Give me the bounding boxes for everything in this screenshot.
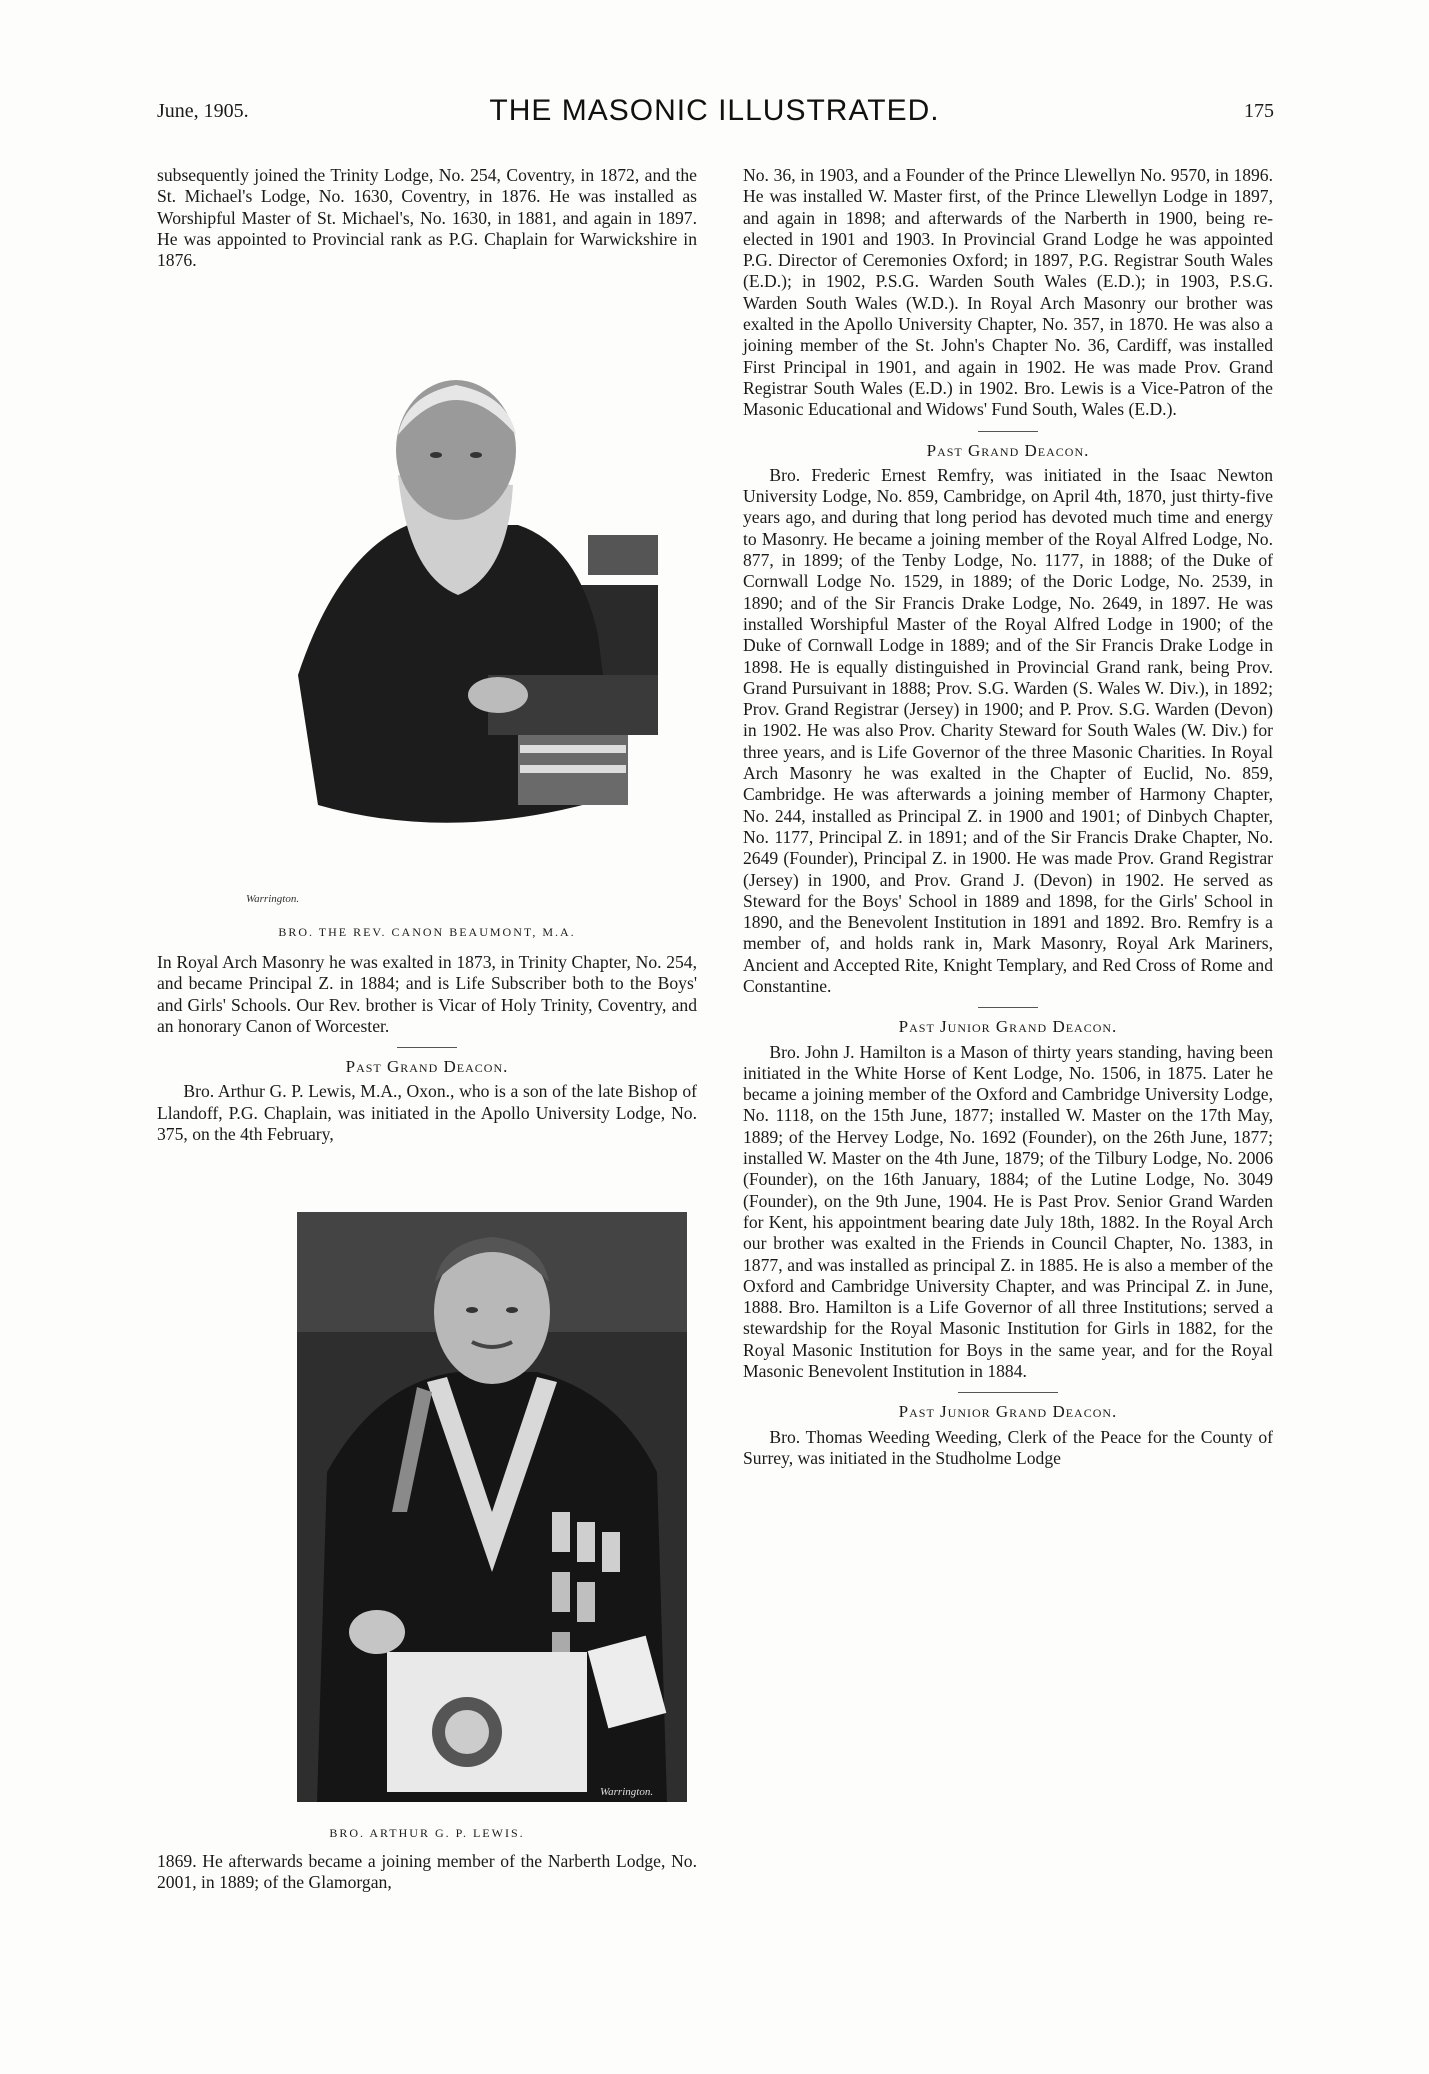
- section-rule: [978, 431, 1038, 432]
- right-column: [743, 165, 1273, 1469]
- right-paragraph-1: No. 36, in 1903, and a Founder of the Prince Llewellyn No. 9570, in 1896. He was installed W. Master first, of the Prince Llewellyn Lodge in 1897, and again in 1898; and afterwards of the Narberth in 1900, being re-elected in 1901 and 1903. In Provincial Grand Lodge he was appointed P.G. Director of Ceremonies Oxford; in 1897, P.G. Registrar South Wales (E.D.); in 1902, P.S.G. Warden South Wales (E.D.); in 1903, P.S.G. Warden South Wales (W.D.). In Royal Arch Masonry our brother was exalted in the Apollo University Chapter, No. 357, in 1870. He was also a joining member of the St. John's Chapter No. 36, Cardiff, was installed First Principal in 1901, and again in 1902. He was made Prov. Grand Registrar South Wales (E.D.) in 1902. Bro. Lewis is a Vice-Patron of the Masonic Educational and Widows' Fund South, Wales (E.D.).: [743, 165, 1273, 420]
- right-paragraph-4: Bro. Thomas Weeding Weeding, Clerk of the Peace for the County of Surrey, was initiated in the Studholme Lodge: [743, 1426, 1273, 1468]
- section-rule: [978, 1007, 1038, 1008]
- right-paragraph-3: Bro. John J. Hamilton is a Mason of thirty years standing, having been initiated in the White Horse of Kent Lodge, No. 1506, in 1875. Later he became a joining member of the Oxford and Cambridge University Lodge, No. 1118, on the 15th June, 1877; installed W. Master on the 17th May, 1889; of the Hervey Lodge, No. 1692 (Founder), on the 26th June, 1877; installed W. Master on the 4th June, 1879; of the Tilbury Lodge, No. 2006 (Founder), on the 16th January, 1884; of the Lutine Lodge, No. 3049 (Founder), on the 9th June, 1904. He is Past Prov. Senior Grand Warden for Kent, his appointment bearing date July 18th, 1882. In the Royal Arch our brother was exalted in the Friends in Council Chapter, No. 1383, in 1877, and was installed as principal Z. in 1885. He is also a member of the Oxford and Cambridge University Chapter, and was Principal Z. in June, 1888. Bro. Hamilton is a Life Governor of all three Institutions; served a stewardship for the Royal Masonic Institution for Girls in 1882, for the Royal Masonic Institution for Boys in the same year, and for the Royal Masonic Benevolent Institution in 1884.: [743, 1041, 1273, 1382]
- page-number: 175: [1244, 100, 1274, 122]
- left-column-middle: [157, 952, 697, 1145]
- section-heading-past-junior-grand-deacon: Past Junior Grand Deacon.: [898, 1017, 1118, 1037]
- section-rule: [958, 1392, 1058, 1393]
- section-heading-past-grand-deacon: Past Grand Deacon.: [345, 1057, 509, 1077]
- left-paragraph-3: Bro. Arthur G. P. Lewis, M.A., Oxon., who is a son of the late Bishop of Llandoff, P.G. Chaplain, was initiated in the Apollo University Lodge, No. 375, on the 4th February,: [157, 1081, 697, 1145]
- issue-date: June, 1905.: [157, 100, 249, 122]
- photo-credit-2: Warrington.: [600, 1786, 654, 1798]
- left-paragraph-2: In Royal Arch Masonry he was exalted in 1873, in Trinity Chapter, No. 254, and became Principal Z. in 1884; and is Life Subscriber both to the Boys' and Girls' Schools. Our Rev. brother is Vicar of Holy Trinity, Coventry, and an honorary Canon of Worcester.: [157, 952, 697, 1036]
- left-column-top: [157, 165, 697, 271]
- left-paragraph-1: subsequently joined the Trinity Lodge, No. 254, Coventry, in 1872, and the St. Michael's Lodge, No. 1630, Coventry, in 1876. He was installed as Worshipful Master of St. Michael's, No. 1630, in 1881, and again in 1897. He was appointed to Provincial rank as P.G. Chaplain for Warwickshire in 1876.: [157, 165, 697, 271]
- caption-canon-beaumont: BRO. THE REV. CANON BEAUMONT, M.A.: [278, 925, 576, 939]
- section-heading-past-grand-deacon-2: Past Grand Deacon.: [926, 440, 1090, 460]
- portrait-arthur-lewis: [297, 1212, 687, 1802]
- magazine-title: THE MASONIC ILLUSTRATED.: [489, 94, 940, 127]
- right-paragraph-2: Bro. Frederic Ernest Remfry, was initiated in the Isaac Newton University Lodge, No. 859, Cambridge, on April 4th, 1870, just thirty-five years ago, and during that long period has devoted much time and energy to Masonry. He became a joining member of the Royal Alfred Lodge, No. 877, in 1899; of the Tenby Lodge, No. 1177, in 1888; of the Duke of Cornwall Lodge No. 1529, in 1889; of the Doric Lodge, No. 2539, in 1890; and of the Sir Francis Drake Lodge, No. 2649, in 1897. He was installed Worshipful Master of the Royal Alfred Lodge in 1900; of the Duke of Cornwall Lodge in 1889; and of the Sir Francis Drake Lodge in 1898. He is equally distinguished in Provincial Grand rank, being Prov. Grand Pursuivant in 1888; Prov. S.G. Warden (S. Wales W. Div.), in 1892; Prov. Grand Registrar (Jersey) in 1900; and P. Prov. S.G. Warden (Devon) in 1902. He was also Prov. Charity Steward for South Wales (W. Div.) for three years, and is Life Governor of the three Masonic Charities. In Royal Arch Masonry he was exalted in the Chapter of Euclid, No. 859, Cambridge. He was afterwards a joining member of Harmony Chapter, No. 244, installed as Principal Z. in 1900 and 1901; of Dinbych Chapter, No. 1177, Principal Z. in 1891; and of the Sir Francis Drake Chapter, No. 2649 (Founder), Principal Z. in 1900. He was made Prov. Grand Registrar (Jersey) in 1900, and Prov. Grand J. (Devon) in 1902. He served as Steward for the Boys' School in 1889 and 1898, for the Girls' School in 1890, and the Benevolent Institution in 1891 and 1892. Bro. Remfry is a member of, and holds rank in, Mark Masonry, Royal Ark Mariners, Ancient and Accepted Rite, Knight Templary, and Red Cross of Rome and Constantine.: [743, 464, 1273, 996]
- section-rule: [397, 1047, 457, 1048]
- section-heading-past-junior-grand-deacon-2: Past Junior Grand Deacon.: [898, 1402, 1118, 1422]
- left-paragraph-4: 1869. He afterwards became a joining member of the Narberth Lodge, No. 2001, in 1889; of the Glamorgan,: [157, 1851, 697, 1893]
- caption-arthur-lewis: BRO. ARTHUR G. P. LEWIS.: [329, 1826, 525, 1840]
- portrait-canon-beaumont: [258, 375, 658, 905]
- photo-credit-1: Warrington.: [246, 893, 300, 905]
- left-column-bottom: [157, 1851, 697, 1894]
